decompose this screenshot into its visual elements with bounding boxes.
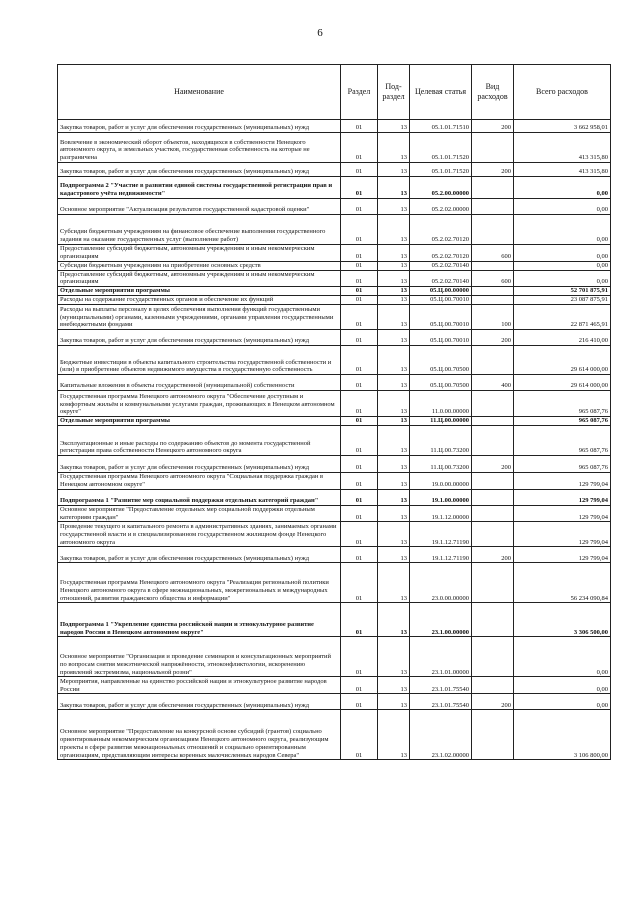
- cell-subsection: 13: [378, 199, 410, 215]
- cell-subsection: 13: [378, 133, 410, 163]
- cell-section: 01: [341, 489, 378, 505]
- cell-target: 11.0.00.00000: [410, 391, 472, 417]
- cell-target: 05.Ц.00.70500: [410, 375, 472, 391]
- cell-target: 23.0.00.00000: [410, 563, 472, 603]
- cell-total: 0,00: [514, 261, 611, 270]
- table-row: [58, 120, 611, 133]
- cell-target: 05.1.01.71510: [410, 120, 472, 133]
- cell-subsection: 13: [378, 489, 410, 505]
- cell-name: Подпрограмма 1 "Развитие мер социальной поддержки отдельных категорий граждан": [58, 489, 341, 505]
- cell-type: 200: [472, 547, 514, 563]
- cell-name: Отдельные мероприятия программы: [58, 287, 341, 296]
- table-row: [58, 694, 611, 710]
- cell-type: 600: [472, 245, 514, 262]
- table-row: [58, 456, 611, 473]
- cell-type: [472, 637, 514, 677]
- cell-total: 413 315,80: [514, 133, 611, 163]
- cell-section: 01: [341, 177, 378, 199]
- cell-total: 0,00: [514, 637, 611, 677]
- cell-target: 05.Ц.00.70010: [410, 330, 472, 346]
- cell-name: Закупка товаров, работ и услуг для обеспечения государственных (муниципальных) нужд: [58, 547, 341, 563]
- cell-type: [472, 287, 514, 296]
- cell-subsection: 13: [378, 603, 410, 637]
- cell-section: 01: [341, 375, 378, 391]
- cell-target: 05.Ц.00.70010: [410, 296, 472, 305]
- cell-type: 200: [472, 330, 514, 346]
- table-row: [58, 177, 611, 199]
- cell-section: 01: [341, 547, 378, 563]
- table-row: [58, 261, 611, 270]
- table-row: [58, 163, 611, 177]
- cell-target: 23.1.02.00000: [410, 710, 472, 760]
- cell-section: 01: [341, 603, 378, 637]
- cell-type: [472, 391, 514, 417]
- cell-name: Субсидии бюджетным учреждениям на финансовое обеспечение выполнения государственного задания на оказание государственных услуг (выполнение работ): [58, 215, 341, 245]
- table-row: [58, 473, 611, 490]
- table-row: [58, 215, 611, 245]
- table-row: [58, 287, 611, 296]
- cell-subsection: 13: [378, 305, 410, 330]
- cell-total: 413 315,80: [514, 163, 611, 177]
- cell-type: [472, 417, 514, 426]
- cell-type: [472, 346, 514, 375]
- cell-target: 05.1.01.71520: [410, 133, 472, 163]
- cell-total: 965 087,76: [514, 391, 611, 417]
- cell-subsection: 13: [378, 710, 410, 760]
- cell-target: 23.1.01.75540: [410, 694, 472, 710]
- cell-type: [472, 603, 514, 637]
- cell-name: Субсидии бюджетным учреждениям на приобретение основных средств: [58, 261, 341, 270]
- cell-type: 200: [472, 163, 514, 177]
- cell-target: 11.Ц.00.73200: [410, 426, 472, 456]
- cell-section: 01: [341, 245, 378, 262]
- cell-type: [472, 710, 514, 760]
- header-total: Всего расходов: [514, 65, 611, 120]
- table-row: [58, 603, 611, 637]
- cell-section: 01: [341, 456, 378, 473]
- cell-type: [472, 199, 514, 215]
- cell-name: Основное мероприятие "Предоставление на конкурсной основе субсидий (грантов) социально ориентированным некоммерческим организациям Ненецкого автономного округа, реализующим проекты в сфере развития межнациональных отношений и социально ориентированным организациям, представляющим интересы коренных малочисленных народов Севера": [58, 710, 341, 760]
- cell-section: 01: [341, 133, 378, 163]
- cell-subsection: 13: [378, 547, 410, 563]
- cell-name: Государственная программа Ненецкого автономного округа "Реализация региональной политики Ненецкого автономного округа в сфере межнациональных, межрегиональных и международных отношений, развития гражданского общества и информации": [58, 563, 341, 603]
- cell-section: 01: [341, 163, 378, 177]
- cell-target: 19.1.12.71190: [410, 547, 472, 563]
- cell-total: 216 410,00: [514, 330, 611, 346]
- cell-section: 01: [341, 346, 378, 375]
- table-row: [58, 133, 611, 163]
- header-subsection: Под-раздел: [378, 65, 410, 120]
- cell-name: Закупка товаров, работ и услуг для обеспечения государственных (муниципальных) нужд: [58, 694, 341, 710]
- cell-section: 01: [341, 215, 378, 245]
- table-row: [58, 489, 611, 505]
- cell-section: 01: [341, 391, 378, 417]
- cell-type: [472, 563, 514, 603]
- cell-target: 05.2.00.00000: [410, 177, 472, 199]
- cell-subsection: 13: [378, 261, 410, 270]
- cell-target: 11.Ц.00.73200: [410, 456, 472, 473]
- cell-total: 3 106 800,00: [514, 710, 611, 760]
- cell-target: 23.1.01.75540: [410, 677, 472, 694]
- cell-total: 0,00: [514, 245, 611, 262]
- cell-section: 01: [341, 677, 378, 694]
- cell-subsection: 13: [378, 120, 410, 133]
- cell-type: [472, 489, 514, 505]
- cell-total: 965 087,76: [514, 456, 611, 473]
- cell-name: Основное мероприятие "Организация и проведение семинаров и консультационных мероприятий по вопросам снятия межэтнической напряжённости, этноконфликтологии, искоренению проявлений экстремизма, национальной розни": [58, 637, 341, 677]
- cell-total: 129 799,04: [514, 489, 611, 505]
- cell-name: Предоставление субсидий бюджетным, автономным учреждениям и иным некоммерческим организациям: [58, 270, 341, 287]
- cell-subsection: 13: [378, 215, 410, 245]
- cell-section: 01: [341, 505, 378, 522]
- cell-type: 100: [472, 305, 514, 330]
- table-row: [58, 637, 611, 677]
- cell-name: Подпрограмма 1 "Укрепление единства российской нации и этнокультурное развитие народов России в Ненецком автономном округе": [58, 603, 341, 637]
- table-row: [58, 563, 611, 603]
- cell-type: [472, 177, 514, 199]
- table-row: [58, 710, 611, 760]
- cell-target: 19.1.12.00000: [410, 505, 472, 522]
- cell-target: 05.Ц.00.70500: [410, 346, 472, 375]
- cell-subsection: 13: [378, 694, 410, 710]
- cell-total: 23 087 875,91: [514, 296, 611, 305]
- cell-total: 0,00: [514, 694, 611, 710]
- cell-name: Закупка товаров, работ и услуг для обеспечения государственных (муниципальных) нужд: [58, 163, 341, 177]
- cell-target: 11.Ц.00.00000: [410, 417, 472, 426]
- page-number: 6: [317, 27, 323, 39]
- cell-name: Закупка товаров, работ и услуг для обеспечения государственных (муниципальных) нужд: [58, 456, 341, 473]
- cell-total: 129 799,04: [514, 505, 611, 522]
- cell-total: 56 234 090,84: [514, 563, 611, 603]
- table-row: [58, 547, 611, 563]
- cell-total: 0,00: [514, 270, 611, 287]
- cell-subsection: 13: [378, 391, 410, 417]
- cell-section: 01: [341, 417, 378, 426]
- budget-table: [57, 64, 611, 760]
- cell-section: 01: [341, 694, 378, 710]
- cell-total: 0,00: [514, 215, 611, 245]
- cell-name: Основное мероприятие "Предоставление отдельных мер социальной поддержки отдельным категориям граждан": [58, 505, 341, 522]
- cell-subsection: 13: [378, 287, 410, 296]
- cell-type: [472, 215, 514, 245]
- cell-target: 23.1.00.00000: [410, 603, 472, 637]
- cell-section: 01: [341, 305, 378, 330]
- table-row: [58, 522, 611, 547]
- cell-subsection: 13: [378, 177, 410, 199]
- table-row: [58, 375, 611, 391]
- cell-total: 129 799,04: [514, 473, 611, 490]
- cell-subsection: 13: [378, 296, 410, 305]
- cell-section: 01: [341, 426, 378, 456]
- cell-name: Мероприятия, направленные на единство российской нации и этнокультурное развитие народов России: [58, 677, 341, 694]
- cell-total: 129 799,04: [514, 547, 611, 563]
- cell-name: Вовлечение в экономический оборот объектов, находящихся в собственности Ненецкого автономного округа, и земельных участков, государственная собственность на которые не разграничена: [58, 133, 341, 163]
- cell-subsection: 13: [378, 245, 410, 262]
- table-row: [58, 391, 611, 417]
- cell-total: 0,00: [514, 177, 611, 199]
- cell-target: 19.1.12.71190: [410, 522, 472, 547]
- cell-subsection: 13: [378, 375, 410, 391]
- cell-target: 05.2.02.70120: [410, 245, 472, 262]
- header-target: Целевая статья: [410, 65, 472, 120]
- cell-section: 01: [341, 261, 378, 270]
- table-row: [58, 330, 611, 346]
- cell-total: 0,00: [514, 677, 611, 694]
- cell-subsection: 13: [378, 637, 410, 677]
- cell-total: 52 701 875,91: [514, 287, 611, 296]
- cell-name: Эксплуатационные и иные расходы по содержанию объектов до момента государственной регистрации права собственности Ненецкого автономного округа: [58, 426, 341, 456]
- cell-target: 05.2.02.00000: [410, 199, 472, 215]
- cell-type: 200: [472, 120, 514, 133]
- cell-type: 200: [472, 456, 514, 473]
- cell-section: 01: [341, 199, 378, 215]
- cell-target: 05.Ц.00.00000: [410, 287, 472, 296]
- cell-target: 19.0.00.00000: [410, 473, 472, 490]
- cell-target: 05.1.01.71520: [410, 163, 472, 177]
- cell-total: 965 087,76: [514, 426, 611, 456]
- table-row: [58, 677, 611, 694]
- cell-name: Капитальные вложения в объекты государственной (муниципальной) собственности: [58, 375, 341, 391]
- table-row: [58, 270, 611, 287]
- cell-type: 400: [472, 375, 514, 391]
- cell-subsection: 13: [378, 163, 410, 177]
- table-row: [58, 305, 611, 330]
- cell-section: 01: [341, 120, 378, 133]
- cell-subsection: 13: [378, 330, 410, 346]
- cell-type: [472, 296, 514, 305]
- cell-subsection: 13: [378, 522, 410, 547]
- cell-type: 600: [472, 270, 514, 287]
- cell-subsection: 13: [378, 456, 410, 473]
- table-row: [58, 417, 611, 426]
- cell-type: [472, 261, 514, 270]
- cell-target: 05.2.02.70140: [410, 270, 472, 287]
- cell-name: Расходы на выплаты персоналу в целях обеспечения выполнения функций государственными (муниципальными) органами, казенными учреждениями, органами управления государственными внебюджетными фондами: [58, 305, 341, 330]
- header-section: Раздел: [341, 65, 378, 120]
- table-header-row: [58, 65, 611, 120]
- cell-subsection: 13: [378, 563, 410, 603]
- table-row: [58, 199, 611, 215]
- cell-subsection: 13: [378, 473, 410, 490]
- cell-name: Закупка товаров, работ и услуг для обеспечения государственных (муниципальных) нужд: [58, 330, 341, 346]
- cell-name: Основное мероприятие "Актуализация результатов государственной кадастровой оценки": [58, 199, 341, 215]
- cell-subsection: 13: [378, 677, 410, 694]
- cell-type: [472, 677, 514, 694]
- cell-total: 3 306 500,00: [514, 603, 611, 637]
- cell-target: 05.2.02.70120: [410, 215, 472, 245]
- cell-section: 01: [341, 522, 378, 547]
- cell-section: 01: [341, 637, 378, 677]
- cell-section: 01: [341, 330, 378, 346]
- cell-total: 29 614 000,00: [514, 346, 611, 375]
- cell-name: Проведение текущего и капитального ремонта в административных зданиях, занимаемых органами государственной власти и в специализированном государственном жилищном фонде Ненецкого автономного округа: [58, 522, 341, 547]
- cell-section: 01: [341, 710, 378, 760]
- cell-total: 29 614 000,00: [514, 375, 611, 391]
- cell-section: 01: [341, 563, 378, 603]
- cell-type: 200: [472, 694, 514, 710]
- cell-total: 3 662 958,01: [514, 120, 611, 133]
- cell-subsection: 13: [378, 417, 410, 426]
- table-row: [58, 245, 611, 262]
- cell-name: Государственная программа Ненецкого автономного округа "Социальная поддержка граждан в Ненецком автономном округе": [58, 473, 341, 490]
- cell-type: [472, 473, 514, 490]
- cell-type: [472, 426, 514, 456]
- table-row: [58, 296, 611, 305]
- cell-total: 0,00: [514, 199, 611, 215]
- cell-subsection: 13: [378, 505, 410, 522]
- cell-type: [472, 505, 514, 522]
- cell-type: [472, 522, 514, 547]
- cell-target: 23.1.01.00000: [410, 637, 472, 677]
- cell-type: [472, 133, 514, 163]
- cell-target: 05.2.02.70140: [410, 261, 472, 270]
- header-name: Наименование: [58, 65, 341, 120]
- table-row: [58, 505, 611, 522]
- cell-name: Расходы на содержание государственных органов и обеспечение их функций: [58, 296, 341, 305]
- cell-target: 19.1.00.00000: [410, 489, 472, 505]
- cell-name: Отдельные мероприятия программы: [58, 417, 341, 426]
- cell-name: Подпрограмма 2 "Участие в развитии единой системы государственной регистрации прав и кадастрового учёта недвижимости": [58, 177, 341, 199]
- header-type: Вид расходов: [472, 65, 514, 120]
- cell-subsection: 13: [378, 270, 410, 287]
- cell-section: 01: [341, 473, 378, 490]
- cell-total: 22 871 465,91: [514, 305, 611, 330]
- table-row: [58, 346, 611, 375]
- cell-subsection: 13: [378, 346, 410, 375]
- cell-name: Государственная программа Ненецкого автономного округа "Обеспечение доступным и комфортным жильём и коммунальными услугами граждан, проживающих в Ненецком автономном округе": [58, 391, 341, 417]
- cell-section: 01: [341, 270, 378, 287]
- cell-total: 129 799,04: [514, 522, 611, 547]
- cell-name: Закупка товаров, работ и услуг для обеспечения государственных (муниципальных) нужд: [58, 120, 341, 133]
- cell-section: 01: [341, 296, 378, 305]
- cell-total: 965 087,76: [514, 417, 611, 426]
- cell-section: 01: [341, 287, 378, 296]
- cell-name: Бюджетные инвестиции в объекты капитального строительства государственной собственности и (или) в приобретение объектов недвижимого имущества в государственную собственность: [58, 346, 341, 375]
- cell-name: Предоставление субсидий бюджетным, автономным учреждениям и иным некоммерческим организациям: [58, 245, 341, 262]
- table-row: [58, 426, 611, 456]
- cell-target: 05.Ц.00.70010: [410, 305, 472, 330]
- cell-subsection: 13: [378, 426, 410, 456]
